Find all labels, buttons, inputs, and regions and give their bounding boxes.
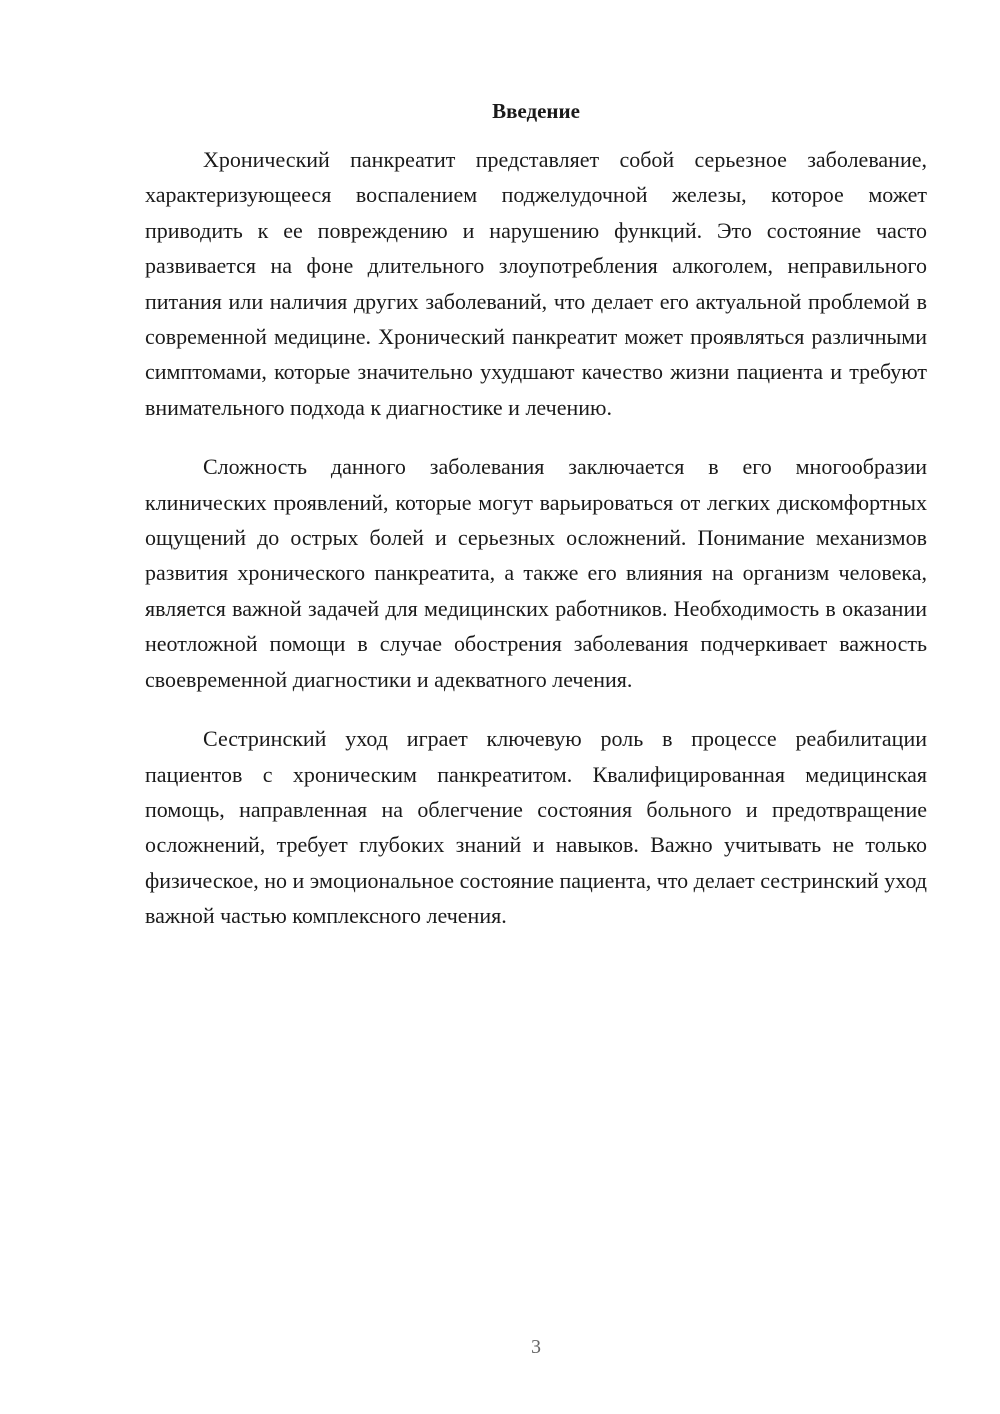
paragraph-complexity: Сложность данного заболевания заключается в его многообразии клинических проявлений, которые могут варьироваться от легких дискомфортных ощущений до острых болей и серьезных осложнений. Понимание механизмов развития хронического панкреатита, а также его влияния на организм человека, является важной задачей для медицинских работников. Необходимость в оказании неотложной помощи в случае обострения заболевания подчеркивает важность своевременной диагностики и адекватного лечения. xyxy=(145,454,927,692)
body-text xyxy=(145,142,927,958)
paragraph-nursing-care: Сестринский уход играет ключевую роль в процессе реабилитации пациентов с хроническим панкреатитом. Квалифицированная медицинская помощь, направленная на облегчение состояния больного и предотвращение осложнений, требует глубоких знаний и навыков. Важно учитывать не только физическое, но и эмоциональное состояние пациента, что делает сестринский уход важной частью комплексного лечения. xyxy=(145,726,927,929)
page-number: 3 xyxy=(531,1336,541,1358)
section-title: Введение xyxy=(492,99,580,123)
paragraph-intro: Хронический панкреатит представляет собой серьезное заболевание, характеризующееся воспалением поджелудочной железы, которое может приводить к ее повреждению и нарушению функций. Это состояние часто развивается на фоне длительного злоупотребления алкоголем, неправильного питания или наличия других заболеваний, что делает его актуальной проблемой в современной медицине. Хронический панкреатит может проявляться различными симптомами, которые значительно ухудшают качество жизни пациента и требуют внимательного подхода к диагностике и лечению. xyxy=(145,147,927,420)
